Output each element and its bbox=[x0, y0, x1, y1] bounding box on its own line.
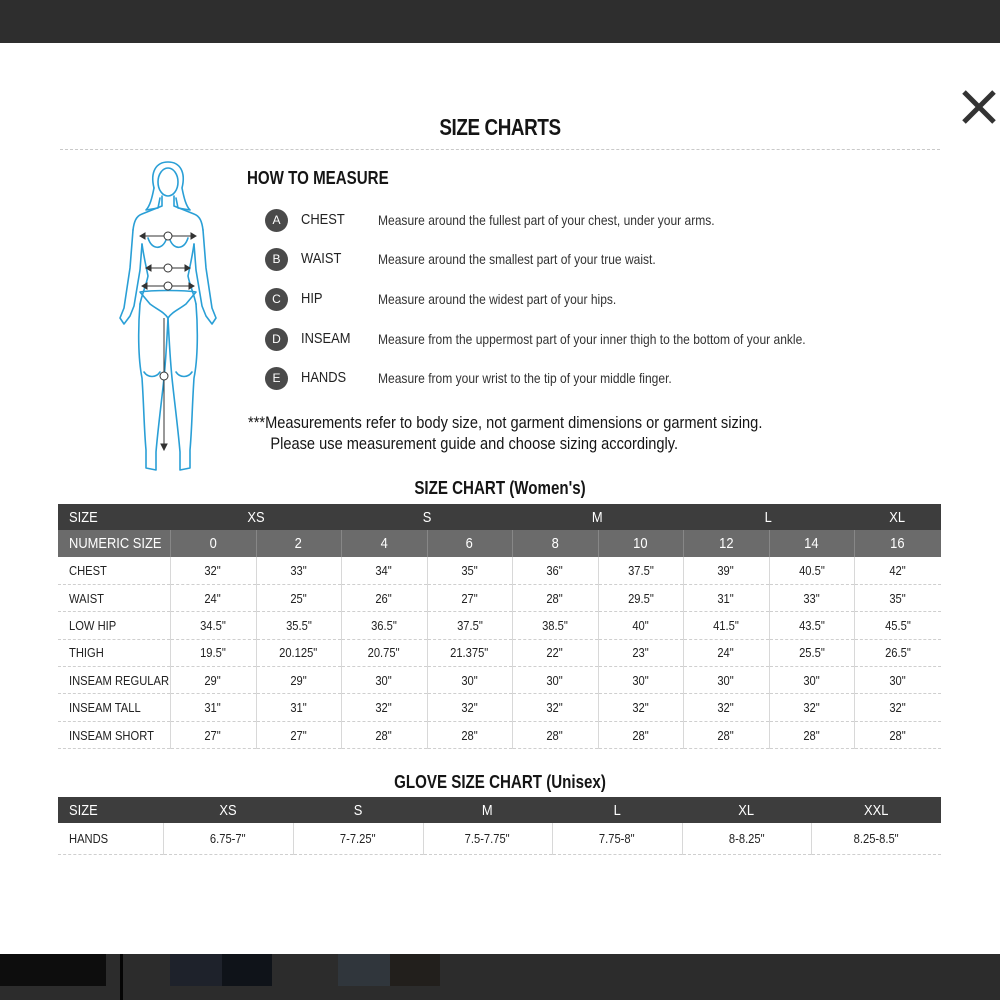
table-cell: 36.5" bbox=[341, 612, 427, 639]
table-cell: 32" bbox=[683, 694, 769, 721]
table-cell: 30" bbox=[769, 667, 854, 694]
table-cell: 43.5" bbox=[769, 612, 854, 639]
how-to-measure-heading: HOW TO MEASURE bbox=[247, 168, 389, 188]
measure-description: Measure around the smallest part of your true waist. bbox=[378, 251, 656, 267]
thumbnail[interactable] bbox=[0, 954, 106, 986]
table-cell: 32" bbox=[854, 694, 941, 721]
top-bar bbox=[0, 0, 1000, 43]
bottom-bar bbox=[0, 954, 1000, 1000]
table-cell: 32" bbox=[598, 694, 683, 721]
table-row bbox=[58, 721, 941, 748]
size-s: S bbox=[341, 504, 512, 530]
measure-row-hip bbox=[265, 288, 965, 312]
table-cell: 27" bbox=[427, 584, 512, 611]
table-cell: 32" bbox=[170, 557, 256, 584]
numeric-header-row bbox=[58, 530, 941, 557]
numeric-size: 14 bbox=[769, 530, 854, 557]
size-xl: XL bbox=[854, 504, 941, 530]
measure-description: Measure around the widest part of your hips. bbox=[378, 291, 617, 307]
table-cell: 30" bbox=[683, 667, 769, 694]
glove-size: XL bbox=[682, 797, 811, 823]
numeric-size: 16 bbox=[854, 530, 941, 557]
note-line-1: ***Measurements refer to body size, not garment dimensions or garment sizing. bbox=[248, 413, 763, 432]
table-cell: 20.75" bbox=[341, 639, 427, 666]
glove-chart-title: GLOVE SIZE CHART (Unisex) bbox=[394, 772, 606, 792]
table-cell: 31" bbox=[170, 694, 256, 721]
glove-size: S bbox=[293, 797, 423, 823]
row-label: INSEAM TALL bbox=[58, 694, 170, 721]
table-cell: 28" bbox=[341, 721, 427, 748]
table-cell: 35" bbox=[427, 557, 512, 584]
glove-size-table bbox=[58, 797, 941, 855]
row-label: CHEST bbox=[58, 557, 170, 584]
row-label: THIGH bbox=[58, 639, 170, 666]
table-cell: 8-8.25" bbox=[682, 823, 811, 854]
row-label: INSEAM SHORT bbox=[58, 721, 170, 748]
numeric-size: 6 bbox=[427, 530, 512, 557]
letter-badge: B bbox=[265, 248, 288, 271]
table-cell: 38.5" bbox=[512, 612, 598, 639]
table-cell: 24" bbox=[683, 639, 769, 666]
table-cell: 45.5" bbox=[854, 612, 941, 639]
table-cell: 28" bbox=[512, 584, 598, 611]
table-cell: 28" bbox=[854, 721, 941, 748]
table-cell: 20.125" bbox=[256, 639, 341, 666]
table-cell: 32" bbox=[769, 694, 854, 721]
size-l: L bbox=[683, 504, 854, 530]
table-cell: 42" bbox=[854, 557, 941, 584]
table-cell: 28" bbox=[683, 721, 769, 748]
glove-size: XS bbox=[163, 797, 293, 823]
letter-badge: A bbox=[265, 209, 288, 232]
table-cell: 30" bbox=[341, 667, 427, 694]
measure-name: HANDS bbox=[301, 369, 347, 386]
size-xs: XS bbox=[170, 504, 341, 530]
table-cell: 35.5" bbox=[256, 612, 341, 639]
table-cell: 22" bbox=[512, 639, 598, 666]
table-row bbox=[58, 639, 941, 666]
womens-size-table bbox=[58, 504, 941, 749]
table-cell: 8.25-8.5" bbox=[811, 823, 941, 854]
thumbnail[interactable] bbox=[170, 954, 222, 986]
table-cell: 7.75-8" bbox=[552, 823, 682, 854]
table-cell: 34.5" bbox=[170, 612, 256, 639]
glove-size: L bbox=[552, 797, 682, 823]
table-cell: 27" bbox=[256, 721, 341, 748]
glove-header-row bbox=[58, 797, 941, 823]
measure-name: CHEST bbox=[301, 211, 345, 228]
thumbnail[interactable] bbox=[222, 954, 272, 986]
table-cell: 25.5" bbox=[769, 639, 854, 666]
thumbnail[interactable] bbox=[338, 954, 390, 986]
page-title: SIZE CHARTS bbox=[439, 114, 561, 140]
measurement-note bbox=[248, 412, 762, 454]
measure-row-chest bbox=[265, 209, 965, 233]
table-cell: 32" bbox=[341, 694, 427, 721]
size-label: SIZE bbox=[58, 504, 170, 530]
size-m: M bbox=[512, 504, 683, 530]
table-cell: 28" bbox=[598, 721, 683, 748]
row-label: WAIST bbox=[58, 584, 170, 611]
row-label: INSEAM REGULAR bbox=[58, 667, 170, 694]
table-cell: 28" bbox=[427, 721, 512, 748]
numeric-size: 4 bbox=[341, 530, 427, 557]
measure-description: Measure from the uppermost part of your inner thigh to the bottom of your ankle. bbox=[378, 331, 806, 347]
letter-badge: D bbox=[265, 328, 288, 351]
table-cell: 29.5" bbox=[598, 584, 683, 611]
size-header-row bbox=[58, 504, 941, 530]
table-cell: 28" bbox=[769, 721, 854, 748]
divider bbox=[120, 954, 123, 1000]
measure-description: Measure around the fullest part of your chest, under your arms. bbox=[378, 212, 715, 228]
table-cell: 30" bbox=[512, 667, 598, 694]
table-cell: 37.5" bbox=[427, 612, 512, 639]
table-row bbox=[58, 612, 941, 639]
letter-badge: E bbox=[265, 367, 288, 390]
numeric-size: 0 bbox=[170, 530, 256, 557]
table-cell: 21.375" bbox=[427, 639, 512, 666]
numeric-size-label: NUMERIC SIZE bbox=[58, 530, 170, 557]
table-cell: 29" bbox=[170, 667, 256, 694]
table-row bbox=[58, 694, 941, 721]
measure-row-inseam bbox=[265, 328, 965, 352]
row-label: LOW HIP bbox=[58, 612, 170, 639]
table-cell: 26.5" bbox=[854, 639, 941, 666]
table-cell: 7-7.25" bbox=[293, 823, 423, 854]
table-cell: 29" bbox=[256, 667, 341, 694]
table-cell: 32" bbox=[512, 694, 598, 721]
table-cell: 35" bbox=[854, 584, 941, 611]
table-cell: 28" bbox=[512, 721, 598, 748]
close-icon[interactable] bbox=[958, 86, 1000, 128]
table-cell: 30" bbox=[598, 667, 683, 694]
glove-hands-row bbox=[58, 823, 941, 854]
table-cell: 26" bbox=[341, 584, 427, 611]
divider bbox=[60, 149, 940, 150]
table-cell: 37.5" bbox=[598, 557, 683, 584]
table-cell: 30" bbox=[427, 667, 512, 694]
table-cell: 7.5-7.75" bbox=[423, 823, 552, 854]
body-measurement-figure bbox=[112, 158, 224, 478]
table-row bbox=[58, 584, 941, 611]
table-cell: 24" bbox=[170, 584, 256, 611]
thumbnail[interactable] bbox=[390, 954, 440, 986]
table-cell: 32" bbox=[427, 694, 512, 721]
table-cell: 33" bbox=[769, 584, 854, 611]
table-cell: 25" bbox=[256, 584, 341, 611]
measure-row-hands bbox=[265, 367, 965, 391]
table-cell: 41.5" bbox=[683, 612, 769, 639]
measure-row-waist bbox=[265, 248, 965, 272]
measure-name: HIP bbox=[301, 290, 323, 307]
womens-chart-title: SIZE CHART (Women's) bbox=[414, 478, 586, 498]
glove-size: XXL bbox=[811, 797, 941, 823]
table-row bbox=[58, 667, 941, 694]
table-cell: 36" bbox=[512, 557, 598, 584]
measure-name: WAIST bbox=[301, 250, 342, 267]
row-label: HANDS bbox=[58, 823, 163, 854]
table-cell: 31" bbox=[256, 694, 341, 721]
table-cell: 27" bbox=[170, 721, 256, 748]
glove-size: M bbox=[423, 797, 552, 823]
note-line-2: Please use measurement guide and choose sizing accordingly. bbox=[270, 434, 679, 453]
numeric-size: 12 bbox=[683, 530, 769, 557]
table-cell: 19.5" bbox=[170, 639, 256, 666]
table-cell: 40" bbox=[598, 612, 683, 639]
letter-badge: C bbox=[265, 288, 288, 311]
table-row bbox=[58, 557, 941, 584]
table-cell: 6.75-7" bbox=[163, 823, 293, 854]
table-cell: 31" bbox=[683, 584, 769, 611]
numeric-size: 10 bbox=[598, 530, 683, 557]
glove-size-label: SIZE bbox=[58, 797, 163, 823]
table-cell: 34" bbox=[341, 557, 427, 584]
table-cell: 30" bbox=[854, 667, 941, 694]
table-cell: 23" bbox=[598, 639, 683, 666]
numeric-size: 2 bbox=[256, 530, 341, 557]
table-cell: 39" bbox=[683, 557, 769, 584]
measure-name: INSEAM bbox=[301, 330, 351, 347]
numeric-size: 8 bbox=[512, 530, 598, 557]
measure-description: Measure from your wrist to the tip of your middle finger. bbox=[378, 370, 672, 386]
table-cell: 33" bbox=[256, 557, 341, 584]
table-cell: 40.5" bbox=[769, 557, 854, 584]
